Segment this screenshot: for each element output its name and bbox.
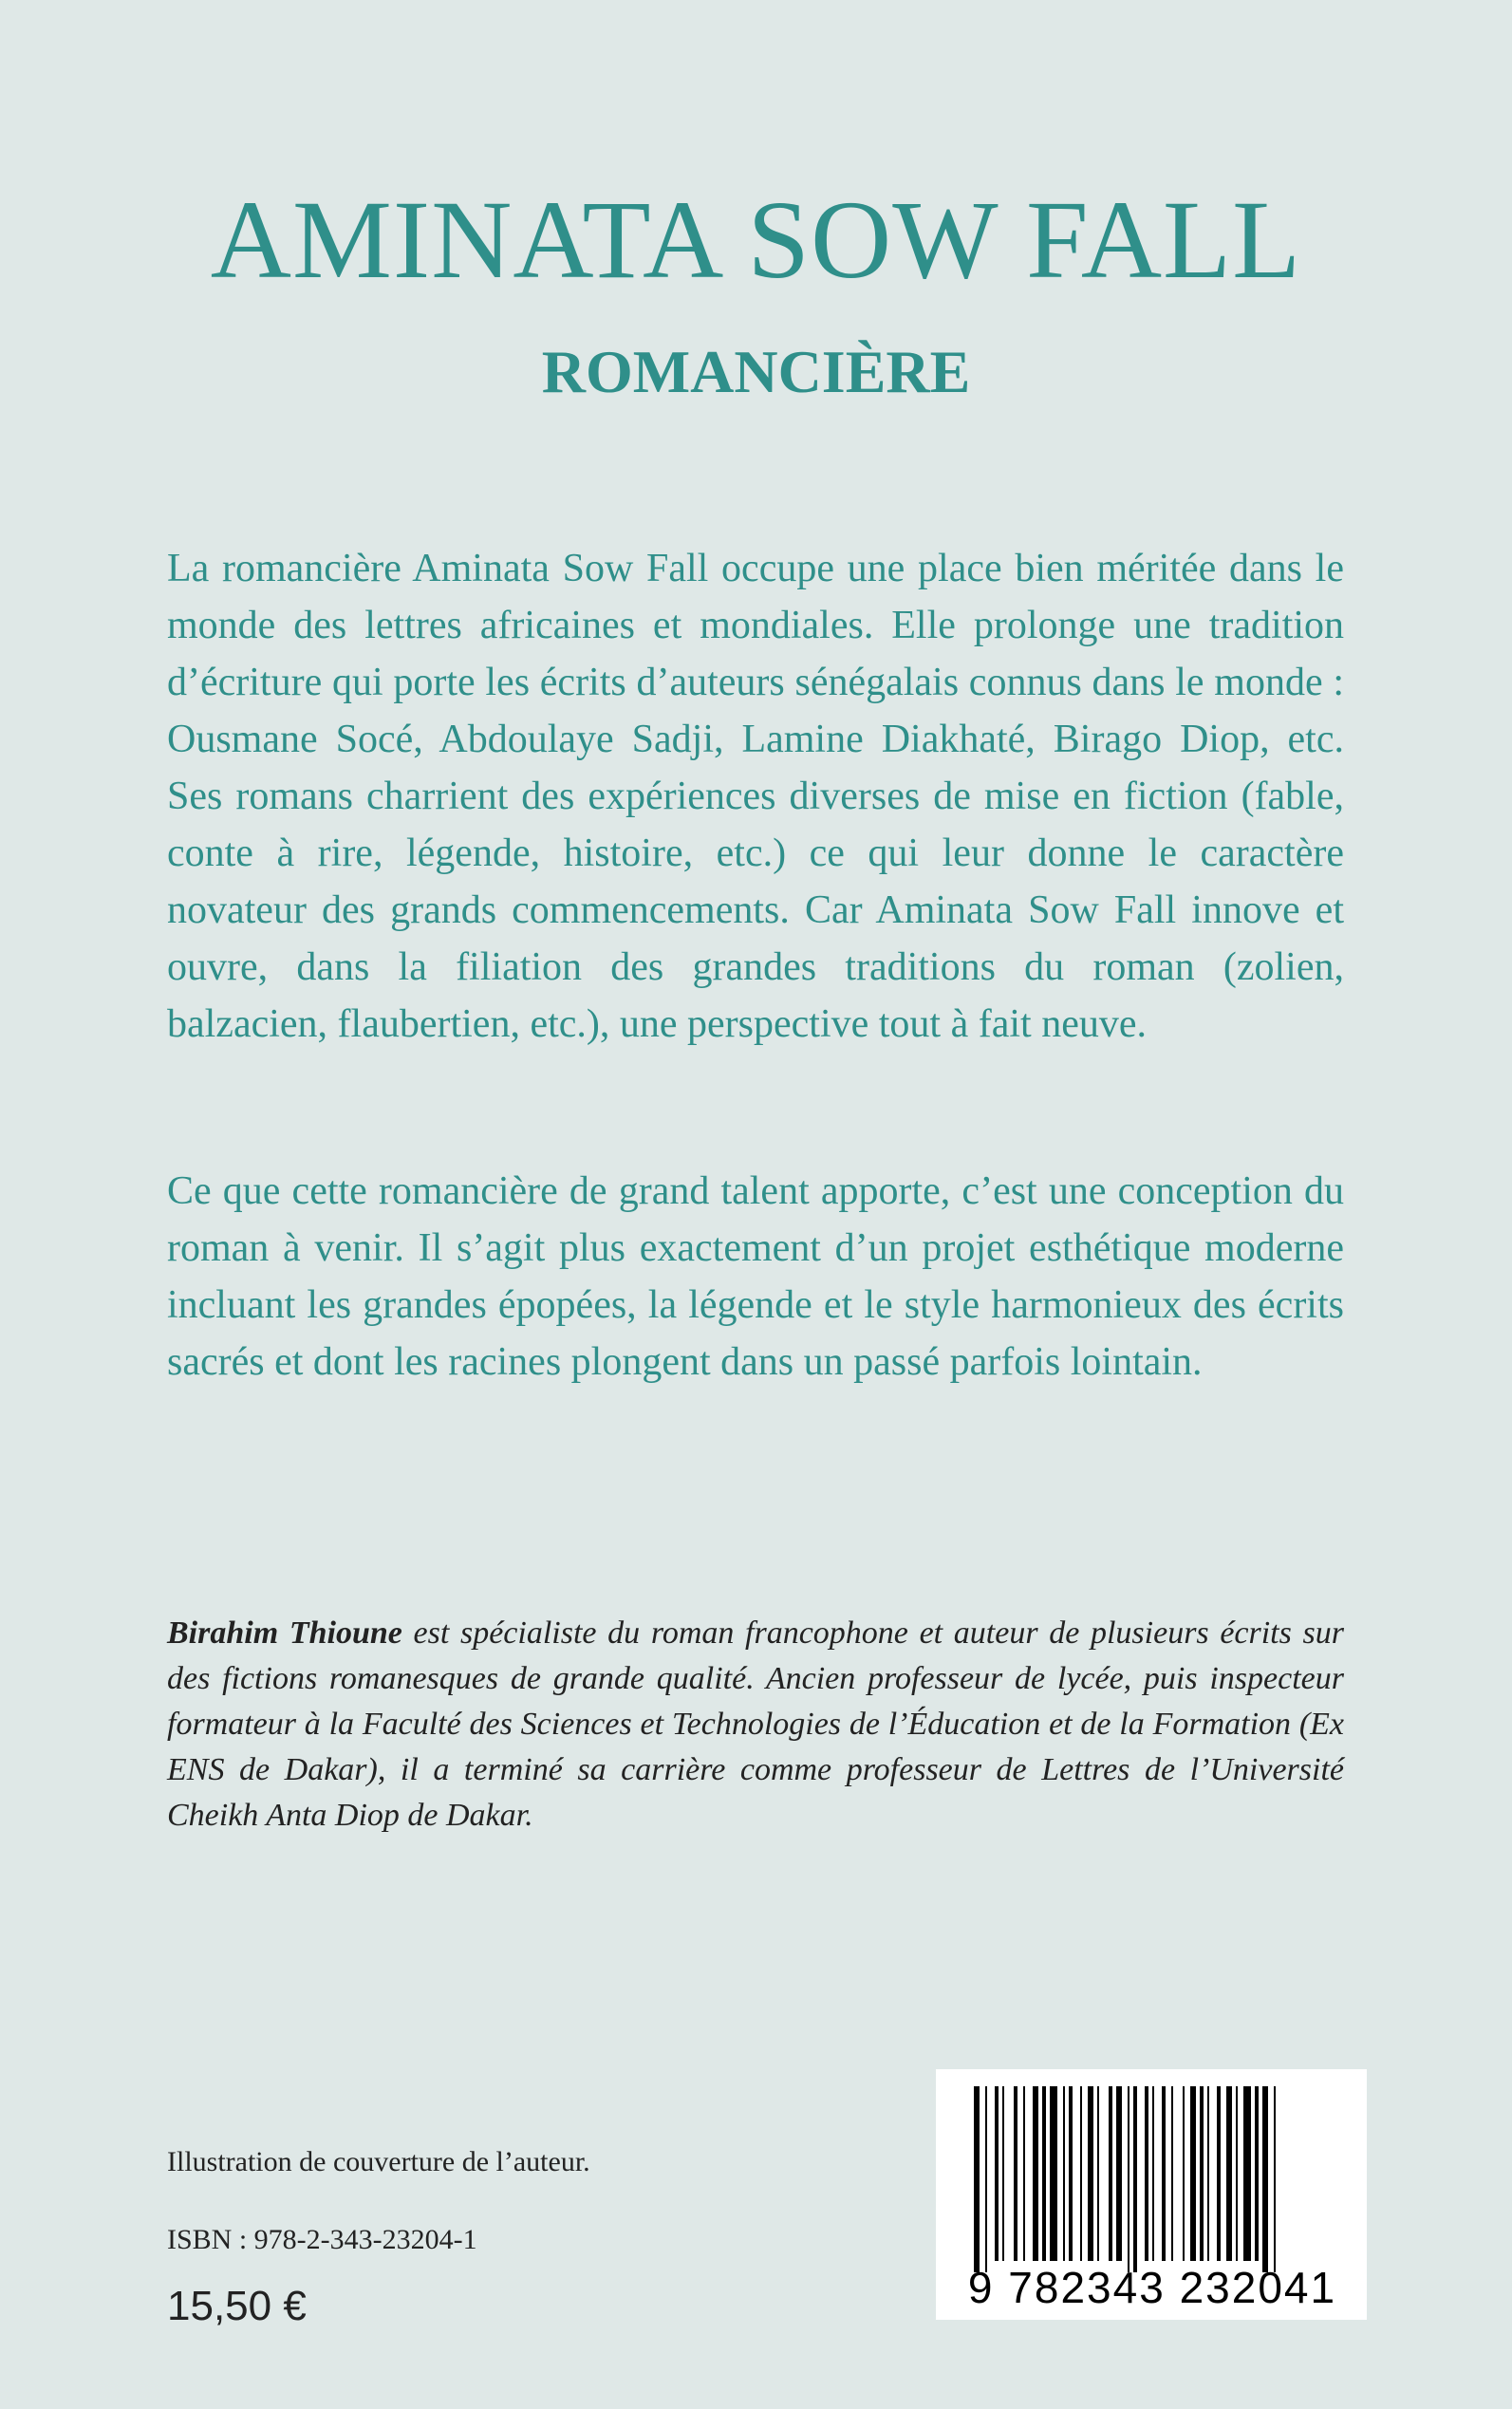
book-subtitle: ROMANCIÈRE	[541, 338, 971, 405]
blurb-paragraph-2: Ce que cette romancière de grand talent apporte, c’est une conception du roman à venir. Il s’agit plus exactement d’un projet esthétique moderne incluant les grandes épopées, la légende et le style harmonieux des écrits sacrés et dont les racines plongent dans un passé parfois lointain.	[167, 1169, 1344, 1384]
blurb-paragraph-1: La romancière Aminata Sow Fall occupe une place bien méritée dans le monde des lettres africaines et mondiales. Elle prolonge une tradition d’écriture qui porte les écrits d’auteurs sénégalais connus dans le monde : Ousmane Socé, Abdoulaye Sadji, Lamine Diakhaté, Birago Diop, etc. Ses romans charrient des expériences diverses de mise en fiction (fable, conte à rire, légende, histoire, etc.) ce qui leur donne le caractère novateur des grands commencements. Car Aminata Sow Fall innove et ouvre, dans la filiation des grandes traditions du roman (zolien, balzacien, flaubertien, etc.), une perspective tout à fait neuve.	[167, 547, 1344, 1046]
barcode-digits: 9 782343 232041	[967, 2263, 1337, 2312]
isbn: ISBN : 978-2-343-23204-1	[167, 2224, 477, 2255]
book-title: AMINATA SOW FALL	[210, 177, 1302, 302]
author-name: Birahim Thioune	[167, 1615, 402, 1651]
author-bio	[167, 1611, 1344, 1839]
author-bio-text: est spécialiste du roman francophone et auteur de plusieurs écrits sur des fictions romanesques de grande qualité. Ancien professeur de lycée, puis inspecteur formateur à la Faculté des Sciences et Technologies de l’Éducation et de la Formation (Ex ENS de Dakar), il a terminé sa carrière comme professeur de Lettres de l’Université Cheikh Anta Diop de Dakar.	[167, 1615, 1344, 1833]
price: 15,50 €	[167, 2283, 307, 2329]
illustration-credit: Illustration de couverture de l’auteur.	[167, 2146, 590, 2177]
barcode	[936, 2069, 1367, 2320]
